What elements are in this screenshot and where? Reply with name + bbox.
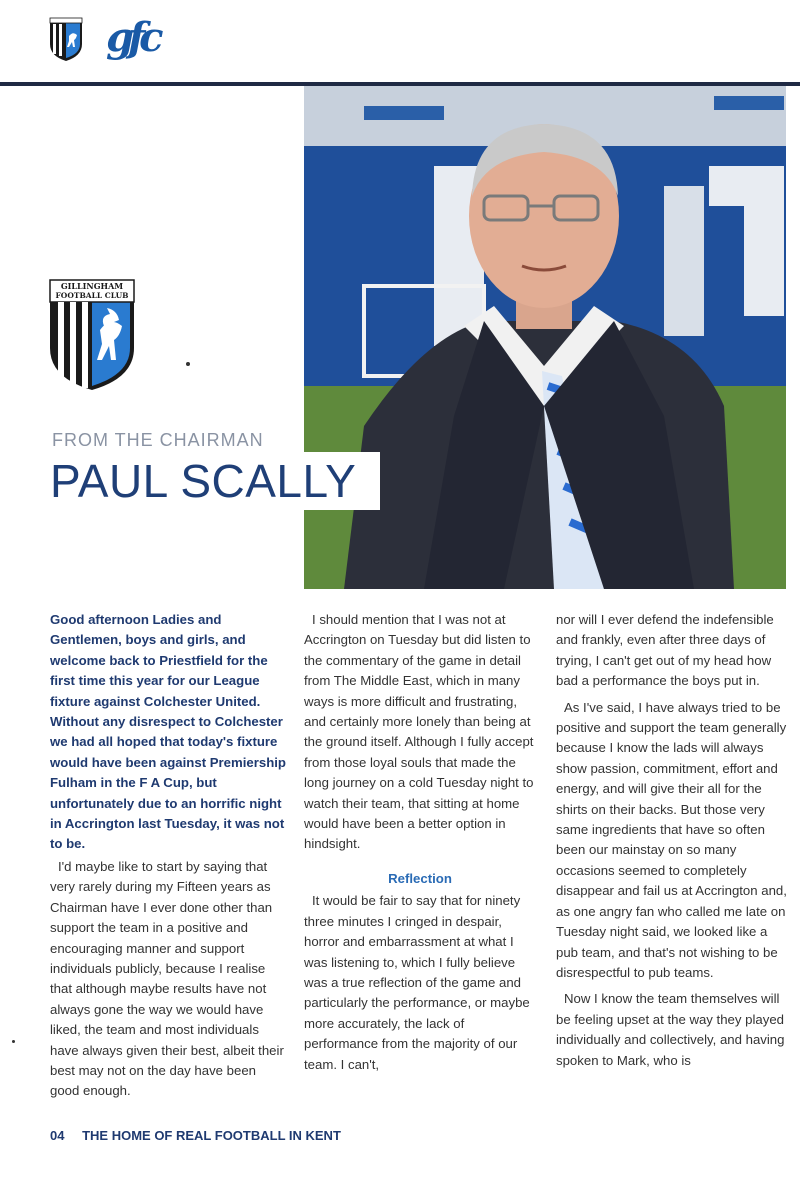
article-column-2: [304, 610, 536, 1081]
footer-tagline: THE HOME OF REAL FOOTBALL IN KENT: [82, 1128, 341, 1143]
gfc-logo: gfc: [106, 14, 158, 61]
gillingham-crest: [48, 278, 136, 392]
article-intro: Good afternoon Ladies and Gentlemen, boys and girls, and welcome back to Priestfield for the first time this year for our League fixture against Colchester United. Without any disrespect to Colchester we had all hoped that today's fixture would have been against Premiership Fulham in the F A Cup, but unfortunately due to an horrific night in Accrington last Tuesday, it was not to be.: [50, 612, 286, 852]
article-column-3: [556, 610, 792, 1077]
crest-line2: FOOTBALL CLUB: [55, 291, 129, 300]
article-paragraph: I should mention that I was not at Accrington on Tuesday but did listen to the commentary of the game in detail from The Middle East, which in many ways is more difficult and frustrating, and certainly more lonely than being at the ground itself. Although I fully accept from those loyal souls that made the long journey on a cold Tuesday night to watch their team, that sitting at home would have been a better option in hindsight.: [304, 612, 534, 852]
article-column-1: [50, 610, 286, 1108]
article-paragraph: It would be fair to say that for ninety three minutes I cringed in despair, horror and embarrassment at what I was listening to, which I fully believe was a true reflection of the game and particularly the performance, or maybe more accurately, the lack of performance from the majority of our team. I can't,: [304, 893, 530, 1072]
article-paragraph: As I've said, I have always tried to be positive and support the team generally because I know the lads will always show passion, commitment, effort and energy, and will give their all for the shirts on their backs. But those very same ingredients that have so often been our mainstay on so many occasions seemed to completely disappear and fail us at Accrington and, as one angry fan who called me late on Tuesday night said, we looked like a pub team, and that's not wishing to be disrespectful to pub teams.: [556, 699, 787, 980]
article-paragraph: I'd maybe like to start by saying that very rarely during my Fifteen years as Chairman have I ever done other than support the team in a positive and encouraging manner and support individuals publicly, because I realise that although maybe results have not always gone the way we would have liked, the team and most individuals have always given their best, albeit their best may not on the day have been good enough.: [50, 858, 284, 1099]
section-label: FROM THE CHAIRMAN: [52, 430, 264, 450]
speck-mark: [186, 362, 190, 366]
chairman-photo: [304, 86, 786, 589]
article-subheading: Reflection: [388, 870, 452, 886]
page-number: 04: [50, 1128, 65, 1143]
article-paragraph: nor will I ever defend the indefensible and frankly, even after three days of trying, I can't get out of my head how bad a performance the boys put in.: [556, 612, 774, 689]
page-footer: [50, 1128, 341, 1143]
article-paragraph: Now I know the team themselves will be feeling upset at the way they played individually and collectively, and having spoken to Mark, who is: [556, 991, 785, 1068]
page-title: PAUL SCALLY: [50, 455, 357, 507]
crest-line1: GILLINGHAM: [60, 281, 124, 291]
page-header: [0, 0, 800, 86]
club-crest-icon: [48, 16, 84, 62]
speck-mark: [12, 1040, 15, 1043]
